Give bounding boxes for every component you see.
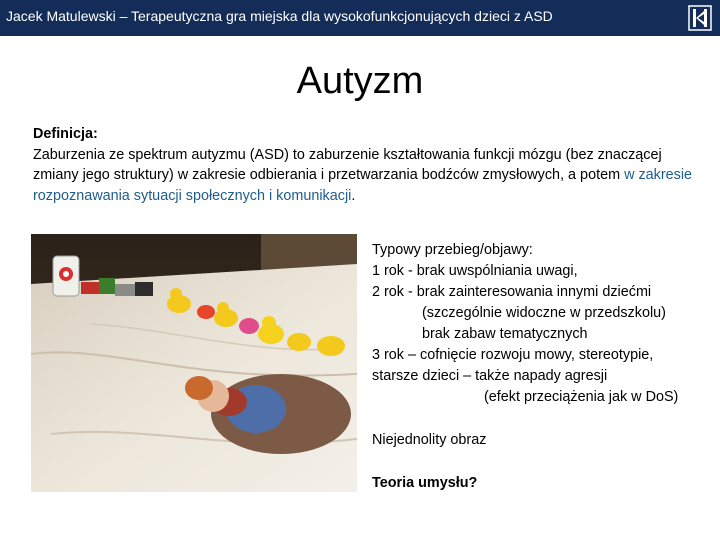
note-text: Niejednolity obraz: [372, 432, 487, 448]
slide-title: Autyzm: [296, 60, 424, 102]
definition-highlight: w zakresie rozpoznawania sytuacji społecznych i komunikacji: [33, 167, 693, 204]
definition-label: Definicja:: [33, 126, 98, 142]
definition-block: [33, 124, 693, 206]
header-bar: [0, 0, 720, 36]
definition-end: .: [351, 187, 356, 204]
symptoms-heading: Typowy przebieg/objawy:: [372, 242, 533, 258]
symptoms-block: [372, 240, 707, 494]
symptom-line-2-sub-1: (szczególnie widoczne w przedszkolu): [422, 305, 666, 321]
definition-text: Zaburzenia ze spektrum autyzmu (ASD) to zaburzenie kształtowania funkcji mózgu (bez znaczącej zmiany jego struktury) w zakresie odbierania i przetwarzania bodźców zmysłowych, a potem: [33, 146, 662, 183]
symptom-line-2-sub-2: brak zabaw tematycznych: [422, 326, 588, 342]
university-logo-icon: [686, 3, 714, 33]
symptom-line-3-sub: (efekt przeciążenia jak w DoS): [484, 389, 679, 405]
symptom-line-3: 3 rok – cofnięcie rozwoju mowy, stereotypie,: [372, 347, 654, 363]
child-lying-with-toys-photo: [31, 234, 357, 492]
symptom-line-2: 2 rok - brak zainteresowania innymi dziećmi: [372, 284, 652, 300]
theory-text: Teoria umysłu?: [372, 475, 478, 491]
header-title: Jacek Matulewski – Terapeutyczna gra miejska dla wysokofunkcjonujących dzieci z ASD: [6, 8, 553, 24]
symptom-line-1: 1 rok - brak uwspólniania uwagi,: [372, 263, 578, 279]
spacer: [372, 408, 707, 430]
spacer: [372, 451, 707, 473]
symptom-line-3-cont: starsze dzieci – także napady agresji: [372, 368, 608, 384]
